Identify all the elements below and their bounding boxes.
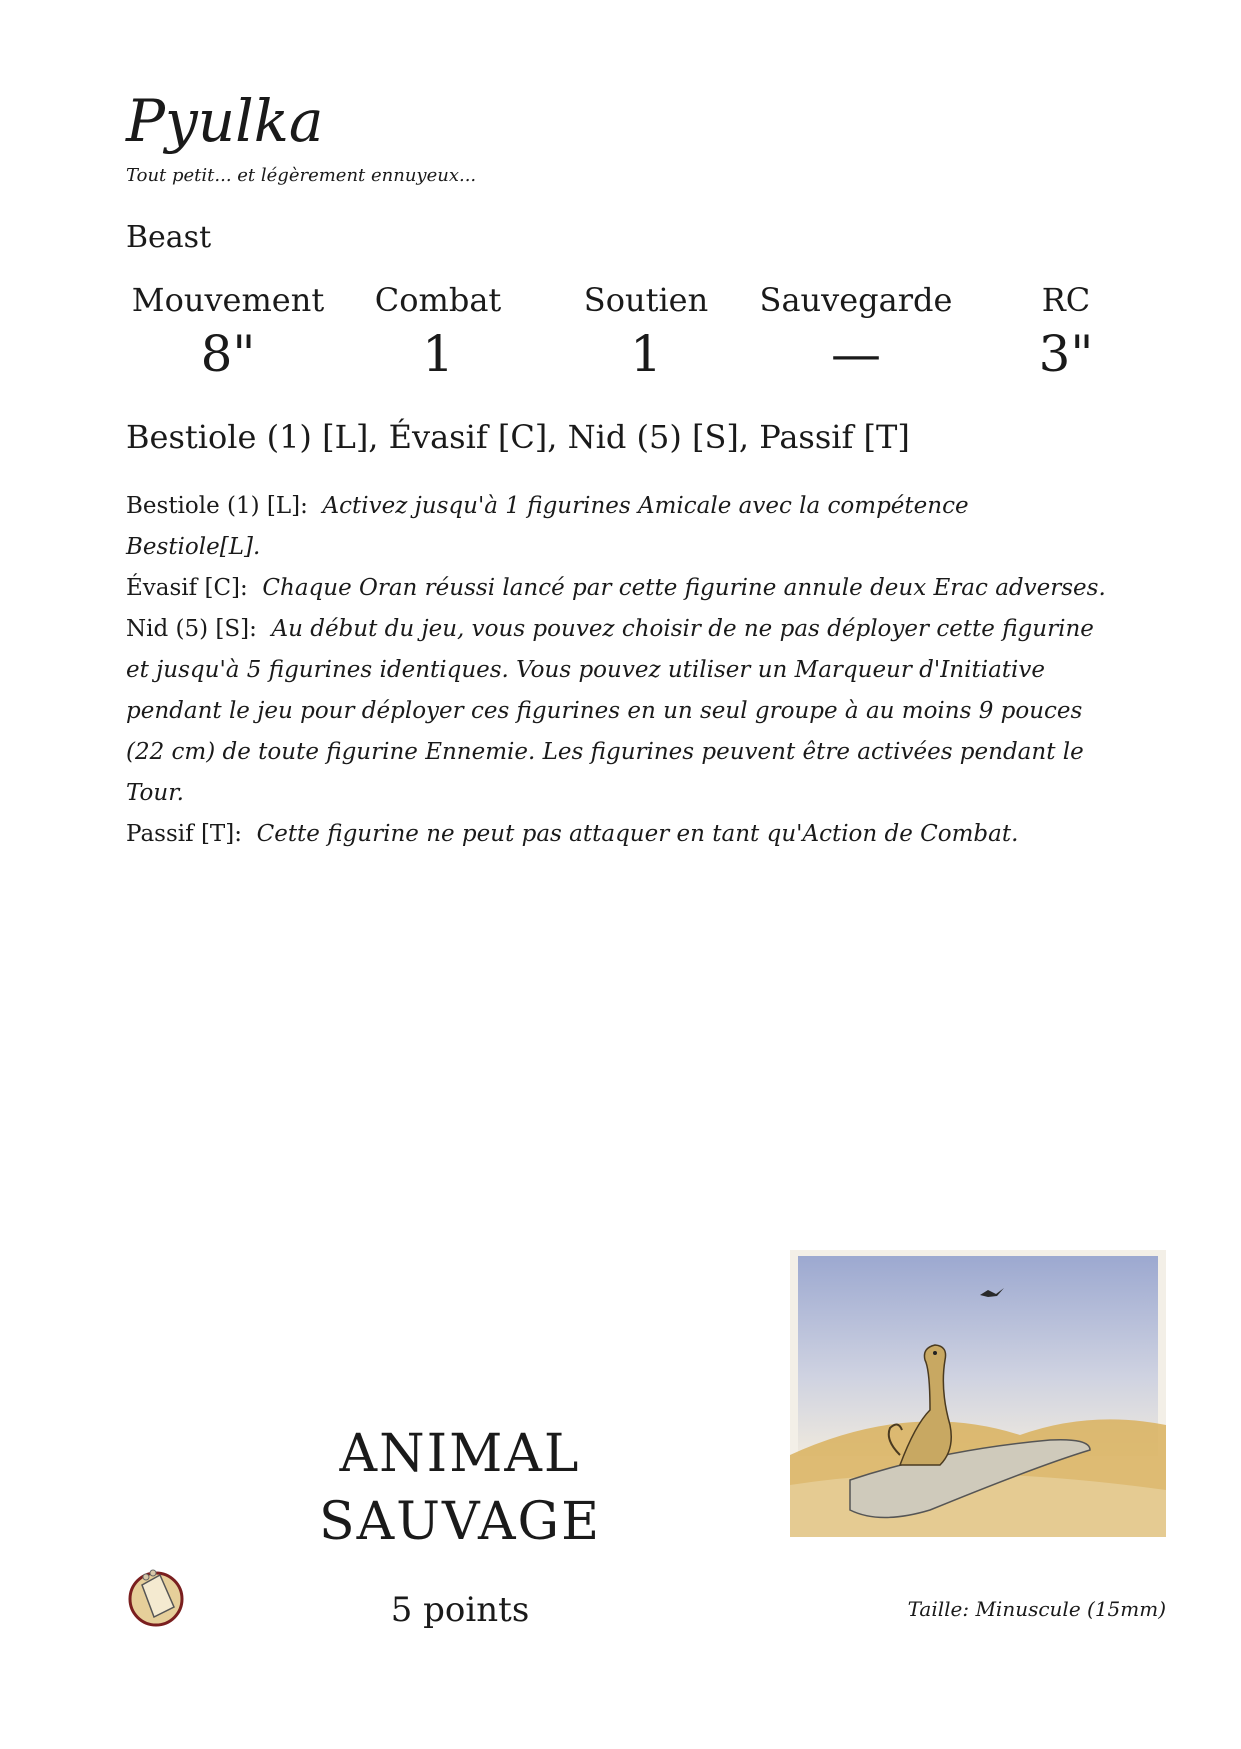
stat-combat	[338, 280, 538, 386]
ability-entry	[126, 486, 1106, 568]
stat-value: —	[831, 325, 881, 383]
ability-entry	[126, 568, 1106, 609]
ability-name: Bestiole (1) [L]:	[126, 493, 308, 519]
creature-illustration	[790, 1250, 1166, 1537]
stats-row	[120, 280, 1110, 390]
ability-text: Chaque Oran réussi lancé par cette figurine annule deux Erac adverses.	[262, 575, 1106, 601]
stat-value: 1	[630, 325, 662, 383]
stat-label: Sauvegarde	[759, 281, 953, 319]
stat-label: Soutien	[583, 281, 709, 319]
faction-logo-icon	[124, 1563, 188, 1627]
points-cost: 5 points	[390, 1590, 530, 1630]
stat-save	[756, 280, 956, 386]
card-tagline: Tout petit... et légèrement ennuyeux...	[126, 165, 477, 186]
ability-name: Nid (5) [S]:	[126, 616, 257, 642]
ability-text: Au début du jeu, vous pouvez choisir de ne pas déployer cette figurine et jusqu'à 5 figurines identiques. Vous pouvez utiliser un Marqueur d'Initiative pendant le jeu pour déployer ces figurines en un seul groupe à au moins 9 pouces (22 cm) de toute figurine Ennemie. Les figurines peuvent être activées pendant le Tour.	[126, 616, 1094, 806]
stat-movement	[128, 280, 328, 386]
stat-value: 8"	[200, 325, 256, 383]
ability-text: Cette figurine ne peut pas attaquer en tant qu'Action de Combat.	[256, 821, 1019, 847]
abilities-summary: Bestiole (1) [L], Évasif [C], Nid (5) [S], Passif [T]	[126, 418, 910, 456]
ability-entry	[126, 814, 1106, 855]
ability-descriptions	[126, 486, 1106, 855]
stat-label: RC	[1041, 281, 1091, 319]
ability-entry	[126, 609, 1106, 814]
stat-support	[546, 280, 746, 386]
model-size: Taille: Minuscule (15mm)	[907, 1597, 1166, 1621]
ability-name: Évasif [C]:	[126, 575, 248, 601]
stat-rc	[966, 280, 1166, 386]
faction-label	[300, 1420, 620, 1556]
stat-label: Mouvement	[131, 281, 325, 319]
faction-line-2: SAUVAGE	[318, 1492, 602, 1552]
card-type: Beast	[126, 220, 212, 255]
stat-value: 3"	[1038, 325, 1094, 383]
ability-name: Passif [T]:	[126, 821, 242, 847]
card-title: Pyulka	[126, 87, 324, 155]
stat-value: 1	[422, 325, 454, 383]
stat-label: Combat	[374, 281, 502, 319]
ability-text: Activez jusqu'à 1 figurines Amicale avec la compétence Bestiole[L].	[126, 493, 969, 560]
faction-line-1: ANIMAL	[339, 1424, 581, 1484]
